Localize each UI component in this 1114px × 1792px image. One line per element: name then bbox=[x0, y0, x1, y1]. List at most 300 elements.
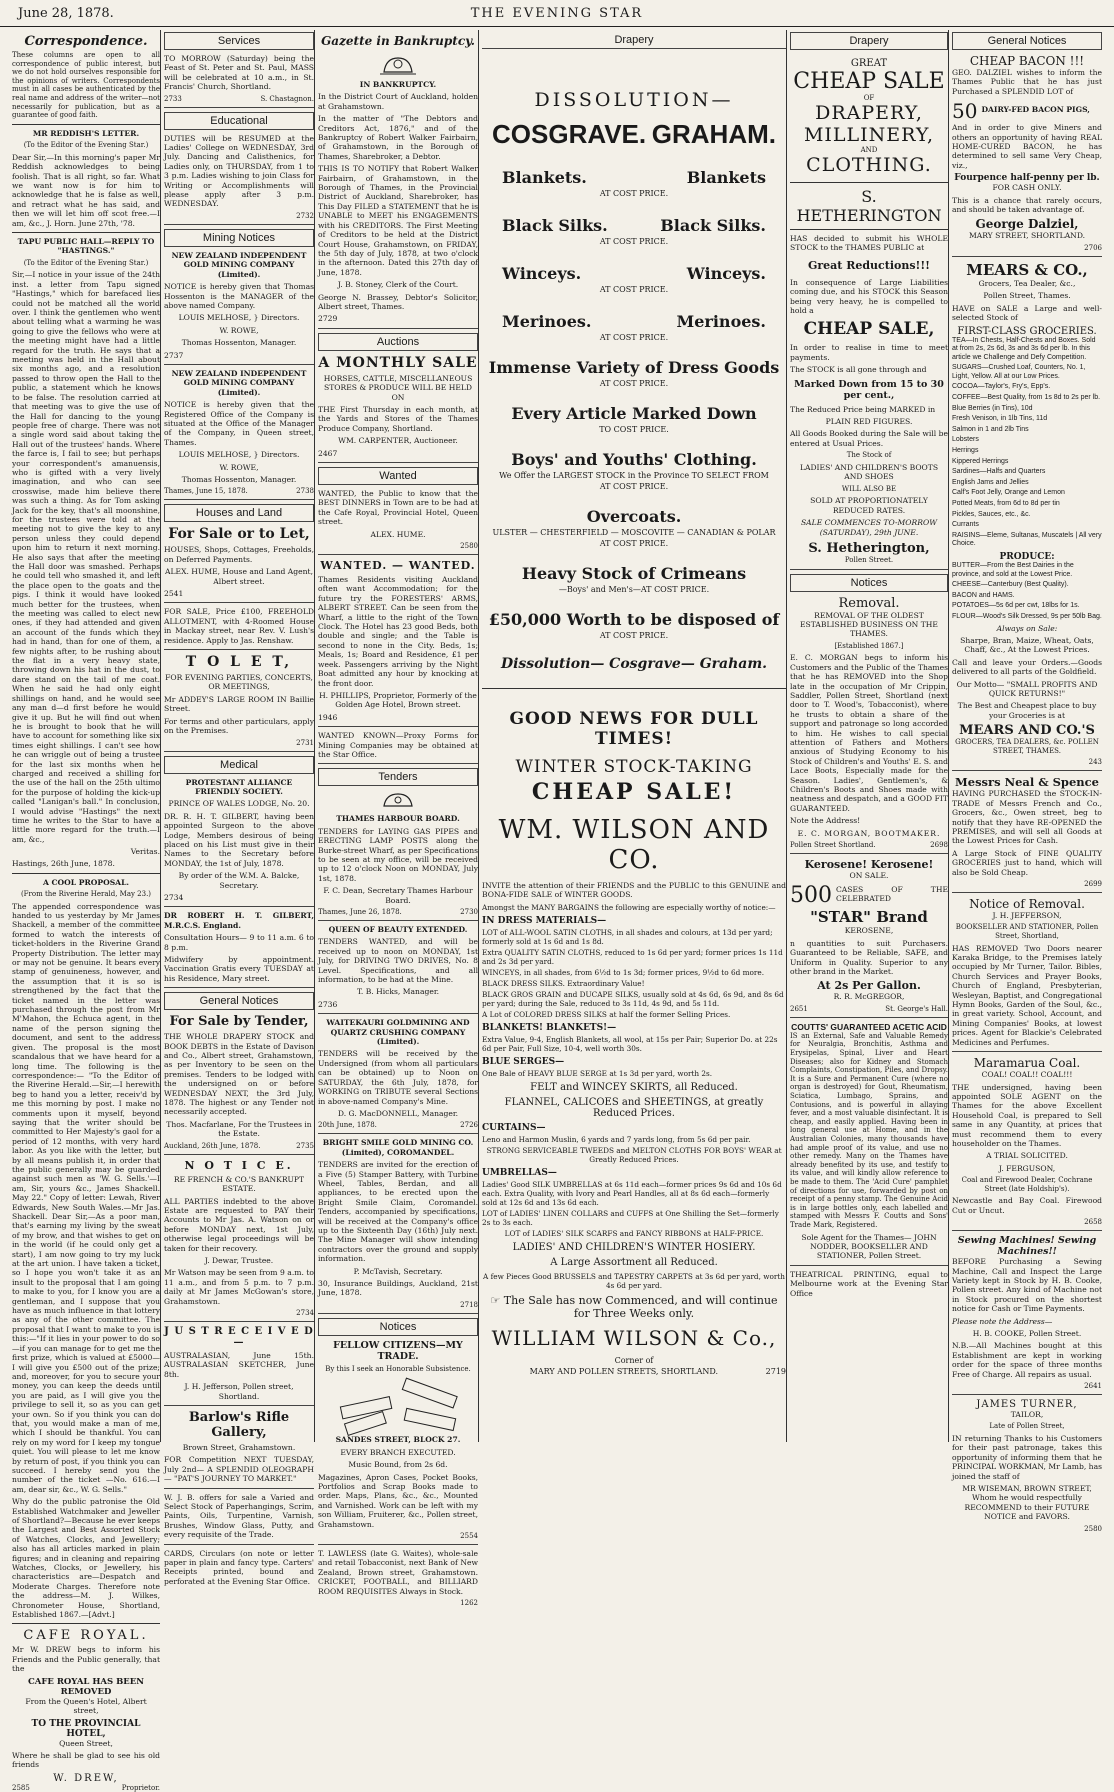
bookbinder-body: Magazines, Apron Cases, Pocket Books, Portfolios and Scrap Books made to order. Maps, Plans, &c., &c., Mounted and Varnished. Work can be left with my son William, Fruiterer, &c., Pollen street, Grahamstown. bbox=[318, 1472, 478, 1529]
crimeans-line: Heavy Stock of Crimeans bbox=[521, 564, 747, 583]
section-services: Services bbox=[164, 32, 314, 50]
dress-item: A Lot of COLORED DRESS SILKS at half the former Selling Prices. bbox=[482, 1009, 731, 1019]
overcoats-line: Overcoats. bbox=[586, 507, 682, 526]
section-houses: Houses and Land bbox=[164, 504, 314, 522]
always-on-sale: Always on Sale: bbox=[996, 623, 1058, 633]
wilson-name: WM. WILSON AND CO. bbox=[498, 815, 770, 875]
section-notices: Notices bbox=[318, 1318, 478, 1336]
dress-item: BLACK DRESS SILKS. Extraordinary Value! bbox=[482, 978, 645, 988]
notice-body: ALL PARTIES indebted to the above Estate are requested to PAY their Accounts to Mr Jas. A. Watson on or before MONDAY next, 1st July, otherwise legal proceedings will be taken for their recovery. bbox=[164, 1196, 314, 1253]
call-orders: Call and leave your Orders.—Goods delivered to all parts of the Goldfield. bbox=[952, 657, 1102, 677]
maramarua-body: THE undersigned, having been appointed SOLE AGENT on the Thames for the above Excellent Household Coal, is prepared to Sell same in any Quantity, at prices that must recommend them to every householder on the Thames. bbox=[952, 1082, 1102, 1148]
tender-body: TENDERS WANTED, and will be received up to noon on MONDAY, 1st July, for DRIVING TWO DRIVES, No. 8 Level. Specifications, and all information, to be had at the Mine. bbox=[318, 937, 478, 985]
always-body: Sharpe, Bran, Maize, Wheat, Oats, Chaff, &c., At the Lowest Prices. bbox=[960, 635, 1094, 655]
worth-line: £50,000 Worth to be disposed of bbox=[488, 610, 780, 629]
sewing-headline: Sewing Machines! Sewing Machines!! bbox=[957, 1235, 1097, 1258]
column-bankruptcy bbox=[318, 30, 479, 1608]
grocery-item: English Jams and Jellies bbox=[952, 478, 1029, 486]
hetherington-name: S. HETHERINGTON bbox=[790, 182, 948, 230]
pair-right: Black Silks. bbox=[660, 216, 766, 235]
mears-address: Pollen Street, Thames. bbox=[983, 291, 1071, 301]
divider bbox=[12, 232, 160, 233]
produce-item: CHEESE—Canterbury (Best Quality). bbox=[952, 581, 1069, 589]
tender-title: QUEEN OF BEAUTY EXTENDED. bbox=[328, 925, 468, 934]
pair-left: Winceys. bbox=[502, 264, 582, 283]
bacon-pigs: DAIRY-FED BACON PIGS, bbox=[981, 105, 1090, 115]
wanted-body: Thames Residents visiting Auckland often want Accommodation; for the future try the FORESTERS' ARMS, ALBERT STREET. Can be seen from the Wharf, a little to the right of the Town Clock. The Hotel has 23 good Beds, both double and single; and the Table is second to none in the City. Beds, 1s; Meals, 1s; Board and Residence, £1 per week. Passengers arriving by the Night Boat admitted any hour by knocking at the front door. bbox=[318, 575, 478, 688]
bookbinder-subtitle: By this I seek an Honorable Subsistence. bbox=[325, 1364, 471, 1373]
removal-note: Note the Address! bbox=[790, 816, 861, 826]
umbrellas-title: UMBRELLAS— bbox=[482, 1167, 557, 1178]
notice-body: Mr Watson may be seen from 9 a.m. to 11 a.m., and from 5 p.m. to 7 p.m. daily at Mr James McGowan's store, Grahamstown. bbox=[164, 1268, 314, 1306]
blankets-body: Extra Value, 9-4, English Blankets, all wool, at 15s per Pair; Superior Do. at 22s 6d per Pair, Full Size, 10-4, well worth 30s. bbox=[482, 1034, 778, 1053]
tender-signature: D. G. MacDONNELL, Manager. bbox=[337, 1108, 459, 1118]
bookbinder-music: Music Bound, from 2s 6d. bbox=[348, 1460, 448, 1470]
removal-signature: E. C. MORGAN, BOOTMAKER. bbox=[797, 828, 941, 838]
mining-title: NEW ZEALAND INDEPENDENT GOLD MINING COMPANY (Limited). bbox=[171, 368, 307, 397]
hosiery-sub: A Large Assortment all Reduced. bbox=[550, 1256, 718, 1268]
rifle-body: FOR Competition NEXT TUESDAY, July 2nd— A SPLENDID OLEOGRAPH— "PAT'S JOURNEY TO MARKET." bbox=[164, 1455, 314, 1488]
tobacconist-body: T. LAWLESS (late G. Waites), whole-sale and retail Tobacconist, next Bank of New Zealand, Brown street, Grahamstown. CRICKET, FOOTBALL, and BILLIARD ROOM REQUISITES Always in Stock. bbox=[318, 1549, 478, 1596]
wanted-body: WANTED KNOWN—Proxy Forms for Mining Companies may be obtained at the Star Office. bbox=[318, 731, 478, 764]
felt-line: FELT and WINCEY SKIRTS, all Reduced. bbox=[530, 1081, 738, 1093]
ad-number: 2731 bbox=[164, 739, 314, 752]
mears-body: HAVE on SALE a Large and well-selected Stock of bbox=[952, 303, 1102, 323]
kerosene-quantity: 500 bbox=[790, 883, 832, 909]
cafe-headline: TO THE PROVINCIAL HOTEL, bbox=[31, 1718, 141, 1739]
grocery-item: Calf's Foot Jelly, Orange and Lemon bbox=[952, 489, 1065, 497]
rifle-headline: Barlow's Rifle Gallery, bbox=[188, 1410, 290, 1440]
ad-number: 2719 bbox=[765, 1366, 786, 1376]
at-cost-price: AT COST PRICE. bbox=[599, 237, 669, 246]
theatrical-printing: THEATRICAL PRINTING, equal to Melbourne work at the Evening Star Office bbox=[790, 1269, 948, 1298]
dress-item: WINCEYS, in all shades, from 6½d to 1s 3d; former prices, 9½d to 6d more. bbox=[482, 967, 765, 977]
doctor-body: Midwifery by appointment. Vaccination Gratis every TUESDAY at his Residence, Mary street. bbox=[164, 955, 314, 988]
ad-number: 2706 bbox=[952, 244, 1102, 257]
mining-signature: Thomas Hossenton, Manager. bbox=[181, 338, 297, 348]
dress-items bbox=[482, 928, 786, 1019]
letter-signature: Veritas. bbox=[130, 847, 160, 857]
ad-number: 2734 bbox=[164, 1309, 314, 1322]
section-drapery: Drapery bbox=[790, 32, 948, 50]
book-binder-logo-icon bbox=[333, 1377, 463, 1431]
will-also: WILL ALSO BE bbox=[841, 484, 897, 493]
kerosene-cases: CASES OF THE CELEBRATED bbox=[836, 885, 948, 904]
mining-signature: W. ROWE, bbox=[219, 462, 259, 472]
produce-item: BUTTER—From the Best Dairies in the province, and sold at the Lowest Price. bbox=[952, 561, 1074, 578]
bacon-body: And in order to give Miners and others an opportunity of having REAL HOME-CURED BACON, he has determined to sell same Very Cheap, viz., bbox=[952, 123, 1102, 170]
doctor-hours: Consultation Hours— 9 to 11 a.m. 6 to 8 p.m. bbox=[164, 933, 314, 952]
kerosene-body: n quantities to suit Purchasers. Guaranteed to be Reliable, SAFE, and Uniform in Quality. Superior to any other brand in the Market. bbox=[790, 938, 948, 977]
coutts-headline: COUTTS' GUARANTEED ACETIC ACID bbox=[791, 1021, 947, 1032]
boots-line: LADIES' AND CHILDREN'S BOOTS AND SHOES bbox=[799, 462, 939, 482]
dress-item: BLACK GROS GRAIN and DUCAPE SILKS, usually sold at 4s 6d, 6s 9d, and 8s 6d per yard; during the Sale, reduced to 3s 11d, 4s 9d, and 5s 11d. bbox=[482, 989, 784, 1008]
grocery-item: Currants bbox=[952, 521, 979, 529]
ad-number: 2730 bbox=[460, 908, 478, 916]
bankruptcy-heading: Gazette in Bankruptcy. bbox=[321, 34, 475, 48]
hetherington-body: All Goods Booked during the Sale will be entered at Usual Prices. bbox=[790, 429, 948, 448]
notice-headline: N O T I C E. bbox=[184, 1158, 294, 1172]
removal-headline: Removal. bbox=[838, 595, 900, 611]
bargain-pair bbox=[482, 264, 786, 294]
grocery-item: SUGARS—Crushed Loaf, Counters, No. 1, Light, Yellow. All at our Low Prices. bbox=[952, 364, 1086, 380]
cheap-sale-headline: CHEAP SALE bbox=[793, 69, 945, 94]
wilson-amongst: Amongst the MANY BARGAINS the following are especially worthy of notice:— bbox=[482, 902, 776, 912]
paperhanging-body: W. J. B. offers for sale a Varied and Select Stock of Paperhangings, Scrim, Paints, Oils, Turpentine, Varnish, Brushes, Window Glass, Putty, and every requisite of the Trade. bbox=[164, 1493, 314, 1545]
bargain-pair bbox=[482, 168, 786, 198]
jefferson-body: HAS REMOVED Two Doors nearer Karaka Bridge, to the Premises lately occupied by Mr Turner, Tailor. Bibles, Church Services and Prayer Books, Church of England, Presbyterian, Wesleyan, Baptist, and Congregational Hymn Books, Garden of the Soul, &c., in great variety. School, Account, and Mining Companies' Books, at lowest prices. Agent for Blackie's Celebrated Medicines and Perfumes. bbox=[952, 944, 1102, 1052]
divider bbox=[12, 1623, 160, 1624]
wanted-signature: ALEX. HUME. bbox=[370, 529, 426, 539]
dress-item: Extra QUALITY SATIN CLOTHS, reduced to 1s 6d per yard; former prices 1s 11d and 2s 3d per yard. bbox=[482, 947, 783, 966]
at-cost-price: AT COST PRICE. bbox=[599, 333, 669, 342]
section-educational: Educational bbox=[164, 112, 314, 130]
plain-figures: PLAIN RED FIGURES. bbox=[825, 417, 913, 427]
tender-headline: For Sale by Tender, bbox=[169, 1014, 309, 1030]
cafe-headline: CAFE ROYAL HAS BEEN REMOVED bbox=[28, 1676, 144, 1697]
great-reductions: Great Reductions!!! bbox=[807, 258, 931, 272]
neal-body: HAVING PURCHASED the STOCK-IN-TRADE of Messrs French and Co., Grocers, &c., Owen street, beg to notify that they have RE-OPENED the PREMISES, and will sell all Goods at the Lowest Prices for Cash. bbox=[952, 789, 1102, 846]
tolet-body: FOR EVENING PARTIES, CONCERTS, OR MEETINGS, bbox=[165, 673, 313, 692]
bookbinder-headline: FELLOW CITIZENS—MY TRADE. bbox=[333, 1339, 463, 1362]
tender-title: THAMES HARBOUR BOARD. bbox=[336, 814, 460, 824]
tender-body: THE WHOLE DRAPERY STOCK and BOOK DEBTS in the Estate of Davison and Co., Albert street, Grahamstown, as per Inventory to be seen on the premises. Tenders to be lodged with the undersigned on or before WEDNESDAY NEXT, the 3rd July, 1878. The highest or any Tender not necessarily accepted. bbox=[164, 1032, 314, 1117]
partner-left: COSGRAVE. bbox=[492, 119, 647, 149]
overcoat-types: ULSTER — CHESTERFIELD — MOSCOVITE — CANADIAN & POLAR bbox=[492, 528, 776, 537]
turner-body: MR WISEMAN, BROWN STREET, Whom he would respectfully RECOMMEND to their FUTURE NOTICE and FAVORS. bbox=[962, 1484, 1092, 1522]
pair-right: Blankets bbox=[686, 168, 766, 187]
society-body: DR. R. H. T. GILBERT, having been appointed Surgeon to the above Lodge, Members desirous of being placed on his List must give in their Names to the Secretary before MONDAY, the 1st of July, 1878. bbox=[164, 811, 314, 868]
house-body: HOUSES, Shops, Cottages, Freeholds, on Deferred Payments. bbox=[164, 545, 314, 564]
letter-title: A COOL PROPOSAL. bbox=[42, 877, 130, 887]
bankruptcy-title: IN BANKRUPTCY. bbox=[359, 80, 437, 89]
correspondence-heading: Correspondence. bbox=[24, 34, 148, 49]
first-class-groceries: FIRST-CLASS GROCERIES. bbox=[957, 325, 1097, 337]
society-signature: By order of the W.M. A. Balcke, Secretary. bbox=[178, 871, 300, 890]
at-cost-price: AT COST PRICE. bbox=[599, 285, 669, 294]
dress-title: IN DRESS MATERIALS— bbox=[482, 915, 607, 926]
service-signature: S. Chastagnon. bbox=[260, 94, 314, 103]
auction-headline: A MONTHLY SALE bbox=[318, 354, 478, 371]
letter-subtitle: (To the Editor of the Evening Star.) bbox=[23, 258, 149, 267]
turner-name: JAMES TURNER, bbox=[976, 1399, 1078, 1411]
umbrellas-body: Ladies' Good SILK UMBRELLAS at 6s 11d each—former prices 9s 6d and 10s 6d each. Extra Quality, with Ivory and Pearl Handles, all at 8s 6d each—formerly sold at 12s 6d and 13s 6d each. bbox=[482, 1179, 782, 1207]
tender-signature: F. C. Dean, Secretary Thames Harbour Board. bbox=[323, 886, 473, 905]
section-mining: Mining Notices bbox=[164, 229, 314, 247]
ferguson-body: Newcastle and Bay Coal. Firewood Cut or Uncut. bbox=[952, 1196, 1102, 1215]
section-notices: Notices bbox=[790, 574, 948, 592]
letter-body: Sir,—I notice in your issue of the 24th inst. a letter from Tapu signed "Hastings," which for barefaced lies could not be matched all the world over. I think the gentlemen who went about telling what a warming he was going to give the fellows who were at the meeting might have had a little regard for the truth. He says that a meeting was held in the Hall about six months ago, and a resolution passed to throw open the Hall to the public, a statement which he knows to be false. The resolution carried at that meeting was to give the use of the Hall for dancing to the young people free of charge. There was not a single word said about taking the Hall out of the trustees' hands. Where the farce is, I fail to see; but perhaps your correspondent's amanuensis, who is gifted with a very lively imagination, and who can see crosswise, made him believe there was such a thing. As for Tom asking Jack for the key, that's all moonshine, for the trustees were told at the meeting not to give the key to any person unless they could depend upon him to return it next morning. He also says that after the meeting the Hall door was smashed. Perhaps he could tell who smashed it, and left the place open to the goats and the pigs. I think it would have looked much better for the trustees, when the meeting was called to elect new ones, if they had attended and given an account of the funds which they had in hand, than for one of them, a few nights after, to be rushing about the flat in a very heavy state, throwing down his hat in the dust, to dare stand on the tail of me coat. When he said he had only eight shillings on hand, and he would see any man d—d first before he would give it up. But he will find out when he is brought to book that he will have to account for something like six times eight shillings. I can't see how he can wriggle out of being a trustee for the last six months when he charged and received a shilling for the use of the hall on the 25th ultimo for the purpose of holding the kick-up called "Lanigan's ball." In conclusion, I would advise "Hastings" the next time he writes to the Star to have a little more regard for the truth.—I am, &c., bbox=[12, 270, 160, 844]
wilson-name-footer: WILLIAM WILSON & Co., bbox=[491, 1325, 777, 1350]
produce-item: BACON and HAMS. bbox=[952, 591, 1015, 599]
jefferson-subtitle: BOOKSELLER AND STATIONER, Pollen Street, Shortland, bbox=[955, 923, 1099, 941]
house-body: FOR SALE, Price £100, FREEHOLD ALLOTMENT, with 4-Roomed House in Mackay street, near Rev. V. Lush's residence. Apply to Jas. Renshaw. bbox=[164, 607, 314, 650]
ad-number: 2699 bbox=[952, 880, 1102, 893]
divider bbox=[482, 688, 786, 689]
pointing-hand-icon: ☞ bbox=[490, 1293, 504, 1307]
section-wanted: Wanted bbox=[318, 467, 478, 485]
section-tenders: Tenders bbox=[318, 768, 478, 786]
issue-date: June 28, 1878. bbox=[18, 6, 114, 21]
ad-number: 2580 bbox=[318, 542, 478, 555]
removal-subtitle: REMOVAL OF THE OLDEST ESTABLISHED BUSINESS ON THE THAMES. bbox=[800, 610, 938, 639]
grocery-item: Kippered Herrings bbox=[952, 457, 1009, 465]
partner-right: GRAHAM. bbox=[651, 119, 776, 149]
clothing-headline: CLOTHING. bbox=[806, 154, 932, 176]
jefferson-name: J. H. JEFFERSON, bbox=[992, 911, 1062, 921]
cards-body: CARDS, Circulars (on note or letter paper in plain and fancy type. Carters' Receipts printed, bound and perforated at the Evening Star Office. bbox=[164, 1548, 314, 1586]
mears-subtitle: Grocers, Tea Dealer, &c., bbox=[978, 278, 1076, 288]
column-general-notices bbox=[952, 30, 1102, 1533]
produce-heading: PRODUCE: bbox=[999, 551, 1055, 562]
sewing-signature: H. B. COOKE, Pollen Street. bbox=[972, 1329, 1082, 1338]
dissolution-headline: DISSOLUTION— bbox=[534, 89, 734, 111]
grocery-list bbox=[952, 337, 1102, 549]
good-news-headline: GOOD NEWS FOR DULL TIMES! bbox=[509, 709, 759, 749]
drapery-headline: DRAPERY, bbox=[815, 102, 923, 124]
advertorial-body: Why do the public patronise the Old Established Watchmaker and Jeweller of Shortland?—Because he ever keeps the Largest and Best Assorted Stock of Watches, Clocks, and Jewellery; also has all articles marked in plain figures; and in cleaning and repairing Watches, Clocks, or Jewellery, his characteristics are—Despatch and Moderate Charges. Therefore note the address—M. J. Wilkes, Chronometer House, Shortland, Established 1867.—[Advt.] bbox=[12, 1497, 160, 1620]
grocery-item: Potted Meats, from 6d to 8d per tin bbox=[952, 500, 1060, 507]
serge-body: One Bale of HEAVY BLUE SERGE at 1s 3d per yard, worth 2s. bbox=[482, 1068, 713, 1078]
doctor-title: DR ROBERT H. T. GILBERT, M.R.C.S. England. bbox=[164, 911, 314, 930]
wilson-invite: INVITE the attention of their FRIENDS and the PUBLIC to this GENUINE and BONA-FIDE SALE of WINTER GOODS. bbox=[482, 881, 786, 900]
pair-left: Merinoes. bbox=[502, 312, 592, 331]
dalziel-address: MARY STREET, SHORTLAND. bbox=[968, 231, 1086, 241]
mining-body: NOTICE is hereby given that Thomas Hossenton is the MANAGER of the above named Company. bbox=[164, 282, 314, 310]
trial-solicited: A TRIAL SOLICITED. bbox=[986, 1151, 1068, 1161]
notice-subtitle: RE FRENCH & CO.'S BANKRUPT ESTATE. bbox=[173, 1174, 305, 1194]
neal-body: A Large Stock of FINE QUALITY GROCERIES just to hand, which will also be Sold Cheap. bbox=[952, 848, 1102, 877]
at-cost-price: AT COST PRICE. bbox=[599, 631, 669, 640]
mining-title: NEW ZEALAND INDEPENDENT GOLD MINING COMPANY (Limited). bbox=[171, 250, 307, 279]
tender-signature: P. McTavish, Secretary. bbox=[353, 1266, 443, 1276]
sewing-body: BEFORE Purchasing a Sewing Machine, Call and Inspect the Large Variety kept in Stock by H. B. Cooke, Pollen street. Any kind of Machine not in Stock procured on the shortest notice for Cash or Time Payments. bbox=[952, 1257, 1102, 1314]
divider bbox=[12, 124, 160, 125]
cafe-role: Proprietor. bbox=[121, 1783, 160, 1792]
divider bbox=[12, 873, 160, 874]
royal-crest-icon bbox=[378, 52, 418, 76]
curtains-body: Leno and Harmon Muslin, 6 yards and 7 yards long, from 5s 6d per pair. bbox=[482, 1134, 751, 1144]
produce-list bbox=[952, 562, 1102, 622]
bacon-chance: This is a chance that rarely occurs, and should be taken advantage of. bbox=[952, 195, 1102, 215]
dress-item: LOT of ALL-WOOL SATIN CLOTHS, in all shades and colours, at 13d per yard; formerly sold at 1s 6d and 1s 8d. bbox=[482, 927, 773, 946]
ad-number: 2732 bbox=[164, 212, 314, 225]
kerosene-place: St. George's Hall. bbox=[885, 1004, 948, 1013]
column-services bbox=[164, 30, 315, 1586]
tolet-headline: T O L E T, bbox=[185, 654, 293, 671]
section-general-notices: General Notices bbox=[952, 32, 1102, 50]
ad-number: 2736 bbox=[318, 1000, 478, 1014]
ad-number: 2641 bbox=[952, 1382, 1102, 1395]
letter-subtitle: (To the Editor of the Evening Star.) bbox=[23, 141, 149, 150]
star-brand: "STAR" Brand bbox=[810, 908, 928, 927]
winter-stocktaking: WINTER STOCK-TAKING bbox=[515, 757, 753, 777]
ad-number: 2734 bbox=[164, 893, 314, 907]
cafe-body: Queen Street, bbox=[59, 1738, 113, 1748]
ad-number: 2737 bbox=[164, 351, 314, 365]
ad-number: 2733 bbox=[164, 94, 182, 103]
grocery-item: TEA—In Chests, Half-Chests and Boxes. Sold at from 2s, 2s 6d, 3s and 3s 6d per lb. In this article we Challenge and Defy Competition. bbox=[952, 336, 1096, 361]
column-correspondence bbox=[12, 30, 161, 1792]
grocery-item: Fresh Venison, in 1lb Tins, 11d bbox=[952, 415, 1048, 423]
cafe-body: Where he shall be glad to see his old friends bbox=[12, 1750, 160, 1770]
section-medical: Medical bbox=[164, 756, 314, 774]
dress-goods-line: Immense Variety of Dress Goods bbox=[488, 358, 780, 377]
hetherington-body: In consequence of Large Liabilities coming due, and his STOCK this Season being very heavy, he is compelled to hold a bbox=[790, 277, 948, 316]
ad-number: 2698 bbox=[930, 841, 948, 850]
dalziel-name: George Dalziel, bbox=[975, 217, 1079, 232]
kerosene-price: At 2s Per Gallon. bbox=[817, 979, 921, 993]
wanted-body: WANTED, the Public to know that the BEST DINNERS in Town are to be had at the Cafe Royal, Provincial Hotel, Queen street. bbox=[318, 489, 478, 527]
house-signature: ALEX. HUME, House and Land Agent, Albert street. bbox=[165, 567, 313, 586]
grocery-item: COCOA—Taylor's, Fry's, Epp's. bbox=[952, 383, 1051, 391]
ad-number: 2735 bbox=[296, 1141, 314, 1150]
tender-signature: Thos. Macfarlane, For the Trustees in the Estate. bbox=[166, 1119, 312, 1139]
bacon-headline: CHEAP BACON !!! bbox=[969, 54, 1085, 68]
mining-signature: W. ROWE, bbox=[219, 325, 259, 335]
auction-body: THE First Thursday in each month, at the Yards and Stores of the Thames Produce Company, Shortland. bbox=[318, 404, 478, 433]
motto: Our Motto— "SMALL PROFITS AND QUICK RETURNS!" bbox=[956, 679, 1098, 698]
to-cost-price: TO COST PRICE. bbox=[599, 425, 669, 434]
largest-stock: We Offer the LARGEST STOCK in the Province TO SELECT FROM bbox=[499, 471, 769, 480]
mining-signature: Thomas Hossenton, Manager. bbox=[181, 475, 297, 484]
marked-down: Marked Down from 15 to 30 per cent., bbox=[794, 378, 944, 401]
sold-line: SOLD AT PROPORTIONATELY REDUCED RATES. bbox=[810, 496, 928, 515]
mears-name: MEARS & CO., bbox=[966, 260, 1088, 279]
at-cost-price: AT COST PRICE. bbox=[599, 539, 669, 548]
bargain-pair bbox=[482, 312, 786, 342]
society-title: PROTESTANT ALLIANCE FRIENDLY SOCIETY. bbox=[185, 777, 293, 796]
ad-number: 2738 bbox=[296, 487, 314, 496]
cash-only: FOR CASH ONLY. bbox=[992, 183, 1062, 193]
society-subtitle: PRINCE OF WALES LODGE, No. 20. bbox=[168, 799, 310, 809]
ad-number: 1262 bbox=[460, 1599, 478, 1608]
of-label: OF bbox=[863, 94, 875, 102]
cafe-body: From the Queen's Hotel, Albert street, bbox=[25, 1696, 147, 1716]
hetherington-body: The Reduced Price being MARKED in bbox=[790, 404, 936, 414]
letter-subtitle: (From the Riverine Herald, May 23.) bbox=[20, 890, 152, 898]
neal-spence-name: Messrs Neal & Spence bbox=[955, 775, 1099, 790]
letter-title: TAPU PUBLIC HALL—REPLY TO "HASTINGS." bbox=[17, 237, 155, 256]
serge-title: BLUE SERGES— bbox=[482, 1056, 565, 1067]
grocery-item: Pickles, Sauces, etc., &c. bbox=[952, 510, 1031, 518]
flannel-line: FLANNEL, CALICOES and SHEETINGS, at greatly Reduced Prices. bbox=[504, 1096, 764, 1119]
ad-number: 2580 bbox=[1084, 1524, 1102, 1533]
newspaper-title: THE EVENING STAR bbox=[470, 6, 644, 21]
turner-late: Late of Pollen Street, bbox=[989, 1422, 1065, 1431]
wanted-signature: H. PHILLIPS, Proprietor, Formerly of the Golden Age Hotel, Brown street. bbox=[319, 690, 477, 710]
pair-left: Blankets. bbox=[502, 168, 587, 187]
grocery-item: RAISINS—Eleme, Sultanas, Muscatels | All very Choice. bbox=[952, 531, 1102, 548]
tender-place: 20th June, 1878. bbox=[318, 1121, 377, 1130]
ferguson-subtitle: Coal and Firewood Dealer, Cochrane Street (late Holdship's). bbox=[961, 1176, 1093, 1193]
partner-names bbox=[492, 119, 776, 150]
and-label: AND bbox=[860, 146, 878, 154]
tender-place: Thames, June 26, 1878. bbox=[318, 908, 402, 916]
turner-body: IN returning Thanks to his Customers for their past patronage, takes this opportunity of informing them that he PRINCIPAL WORKMAN, Mr Lamb, has joined the staff of bbox=[952, 1434, 1102, 1481]
great-label: GREAT bbox=[850, 58, 888, 69]
grocery-item: Sardines—Halfs and Quarters bbox=[952, 468, 1046, 476]
cafe-signature: W. DREW, bbox=[53, 1772, 119, 1784]
grocery-item: Salmon in 1 and 2lb Tins bbox=[952, 425, 1029, 433]
pair-left: Black Silks. bbox=[502, 216, 608, 235]
pair-right: Winceys. bbox=[686, 264, 766, 283]
maramarua-headline: Maramarua Coal. bbox=[973, 1056, 1081, 1071]
tender-body: TENDERS are invited for the erection of a Five (5) Stamper Battery, with Turbine Wheel, Tables, Berdan, and all appliances, to be erected upon the Bright Smile Claim, Coromandel. Tenders, accompanied by specifications, will be received at the Company's office up to the Sixteenth Day (16th) July next. The Mine Manager will show intending contractors over the ground and supply information. bbox=[318, 1160, 478, 1264]
tolet-body: Mr ADDEY'S LARGE ROOM IN Baillie Street. bbox=[164, 694, 314, 714]
just-received-body: AUSTRALASIAN, June 15th. AUSTRALASIAN SKETCHER, June 8th. bbox=[164, 1350, 314, 1379]
ad-number: 243 bbox=[952, 758, 1102, 771]
letter-place: Hastings, 26th June, 1878. bbox=[12, 859, 115, 869]
tweeds-line: STRONG SERVICEABLE TWEEDS and MELTON CLOTHS FOR BOYS' WEAR at Greatly Reduced Prices. bbox=[486, 1145, 782, 1164]
coal-line: COAL! COAL!! COAL!!! bbox=[981, 1070, 1073, 1080]
mining-place: Thames, June 15, 1878. bbox=[164, 487, 248, 496]
collars-line: LOT of LADIES' LINEN COLLARS and CUFFS at One Shilling the Set—formerly 2s to 3s each. bbox=[482, 1208, 779, 1227]
bargain-pair bbox=[482, 216, 786, 246]
stock-of: The Stock of bbox=[846, 451, 892, 460]
tender-body: TENDERS will be received by the Undersigned (from whom all particulars can be obtained) up to Noon on SATURDAY, the 6th July, 1878, for WORKING on TRIBUTE several Sections in above-named Company's Mine. bbox=[318, 1049, 478, 1106]
column-drapery-main bbox=[482, 30, 787, 1442]
sale-commenced bbox=[482, 1294, 786, 1320]
column-drapery-right bbox=[790, 30, 949, 1442]
bacon-price: Fourpence half-penny per lb. bbox=[954, 173, 1100, 184]
ad-number: 2729 bbox=[318, 314, 478, 328]
grocery-item: Lobsters bbox=[952, 436, 979, 444]
cafe-body: Mr W. DREW begs to inform his Friends and the Public generally, that the bbox=[12, 1645, 160, 1674]
kerosene-signature: R. R. McGREGOR, bbox=[833, 992, 905, 1002]
ad-number: 2554 bbox=[318, 1532, 478, 1545]
pair-right: Merinoes. bbox=[676, 312, 766, 331]
sale-commences: SALE COMMENCES TO-MORROW (SATURDAY), 29th JUNE. bbox=[800, 518, 938, 537]
grocery-item: Herrings bbox=[952, 447, 979, 455]
hetherington-signature: S. Hetherington, bbox=[808, 540, 930, 556]
scarfs-line: LOT of LADIES' SILK SCARFS and FANCY RIBBONS at HALF-PRICE. bbox=[504, 1228, 764, 1238]
wilson-corner: Corner of bbox=[614, 1355, 654, 1365]
removal-body: E. C. MORGAN begs to inform his Customers and the Public of the Thames that he has REMOVED into the Shop late in the occupation of Mr Crippin, Saddler, Pollen Street, Shortland (next door to T. Wood's, Tobacconist), where he trusts to obtain a share of the support and patronage so long accorded to him. He wishes to call special attention of Fathers and Mothers anxious of Studying Economy to his Stock of Children's and Youths' E. S. and Lace Boots, Especially made for the Season. Ladies', Gentlemen's, & Children's Boots and Shoes made with neatness and despatch, and a GOOD FIT GUARANTEED. bbox=[790, 653, 948, 813]
bookbinder-address: SANDES STREET, BLOCK 27. bbox=[335, 1435, 461, 1445]
letter-body: The appended correspondence was handed to us yesterday by Mr James Shackell, a member of the committee formed to watch the interests of ticket-holders in the Riverine Grand Property Distribution. The letter may or may not be genuine. It bears every stamp of genuineness, however, and the assumption that it is so is strengthened by the fact that the ticket named in the letter was purchased through the post from Mr M'Mahon, the Echuca agent, in the name of the person signing the document, and sent to the address given. The proposal is the most scandalous that we have heard for a long time. The following is the correspondence:— "To the Editor of the Riverine Herald.—Sir,—I herewith beg to hand you a letter, receiv'd by me this morning by post. I make no comments upon it myself, beyond saying that the writer should be committed to Her Majesty's gaol for a period of 12 months, with very hard labor. As you like with the letter, but by all means publish it, in order that the public generally may be guarded against such men as 'W. G. Sells.'—I am, Sir, yours &c., James Shackell. May 22." Copy of letter: Lewah, River Edwards, New South Wales.—Mr Jas. Shackell. Dear Sir,—As a poor man, that's earning my living by the sweat of my brow, and that wishes to get on in the world (if he could only get a start), I am now going to try my luck at the art union. I have taken a ticket, so I hope you won't take it as an insult to the proposal that I am going to make to you, for I know you are a gentleman, and I suppose that you have as much influence in that lottery as any of the other committee. The proposal that I want to make to you is this:—"If it lies in your power to do so—if you can manage for to get me the first prize, which is valued at £5000—I will give you £500 out of the prize; and, moreover, for you to secure your money, you can keep the deeds until you are paid, as I will give you the privilege to sell it, so as you can get your own. So if you think you can do that, you would make a man of me, which I should be thankful. You can rely on my word for I keep my tongue quiet. You will please to let me know by return of post, if you think you can succeed. I hereby send you the number of the ticket —No. 616.—I am, dear sir, &c., W. G. Sells." bbox=[12, 901, 160, 1494]
produce-item: FLOUR—Wood's Silk Dressed, 9s per 50lb Bag. bbox=[952, 612, 1102, 620]
tender-place: 30, Insurance Buildings, Auckland, 21st June, 1878. bbox=[318, 1279, 478, 1298]
ad-number: 2726 bbox=[460, 1121, 478, 1130]
dissolution-signature: Dissolution— Cosgrave— Graham. bbox=[500, 656, 768, 672]
just-received-signature: J. H. Jefferson, Pollen street, Shortland. bbox=[164, 1382, 314, 1406]
on-sale: ON SALE. bbox=[849, 871, 889, 881]
sale-commenced-text: The Sale has now Commenced, and will continue for Three Weeks only. bbox=[503, 1293, 778, 1320]
sewing-note: Please note the Address— bbox=[952, 1316, 1053, 1326]
mining-signature: LOUIS MELHOSE, } Directors. bbox=[178, 450, 300, 460]
correspondence-intro: These columns are open to all correspondence of public interest, but we do not hold ourselves responsible for the opinions of writers. Correspondents must in all cases be authenticated by the real name and address of the writer—not necessarily for publication, but as a guarantee of good faith. bbox=[12, 51, 160, 120]
cheap-sale-headline: CHEAP SALE! bbox=[531, 779, 737, 805]
service-body: TO MORROW (Saturday) being the Feast of St. Peter and St. Paul, MASS will be celebrated at 10 a.m., in St. Francis' Church, Shortland. bbox=[164, 54, 314, 92]
cafe-title: CAFE ROYAL. bbox=[23, 1628, 149, 1644]
bankruptcy-body: THIS IS TO NOTIFY that Robert Walker Fairbairn, of Grahamstown, in the Borough of Thames, in the Provincial District of Auckland, Sharebroker, has This Day FILED a STATEMENT that he is UNABLE to MEET his ENGAGEMENTS with his CREDITORS. The First Meeting of Creditors to be held at the District Court House, Grahamstown, on FRIDAY, the 5th day of July, 1878, at two o'clock in the afternoon. Dated this 27th day of June, 1878. bbox=[318, 164, 478, 277]
notice-removal-headline: Notice of Removal. bbox=[969, 897, 1085, 912]
established: [Established 1867.] bbox=[834, 641, 904, 650]
at-cost-price: AT COST PRICE. bbox=[599, 482, 669, 491]
wilson-address: MARY AND POLLEN STREETS, SHORTLAND. bbox=[529, 1366, 719, 1376]
rifle-subtitle: Brown Street, Grahamstown. bbox=[182, 1443, 296, 1452]
masthead bbox=[0, 4, 1114, 27]
mears-name-footer: MEARS AND CO.'S bbox=[959, 723, 1095, 739]
bacon-quantity: 50 bbox=[952, 99, 978, 124]
ad-number: 2541 bbox=[164, 589, 314, 603]
section-drapery: Drapery bbox=[482, 32, 786, 49]
boys-clothing-line: Boys' and Youths' Clothing. bbox=[511, 450, 757, 469]
ad-number: 2658 bbox=[952, 1218, 1102, 1231]
coutts-agent: Sole Agent for the Thames— JOHN NODDER, BOOKSELLER AND STATIONER, Pollen Street. bbox=[790, 1233, 948, 1266]
sewing-body: N.B.—All Machines bought at this Establishment are kept in working order for the space of three months Free of Charge. All repairs as usual. bbox=[952, 1341, 1102, 1379]
